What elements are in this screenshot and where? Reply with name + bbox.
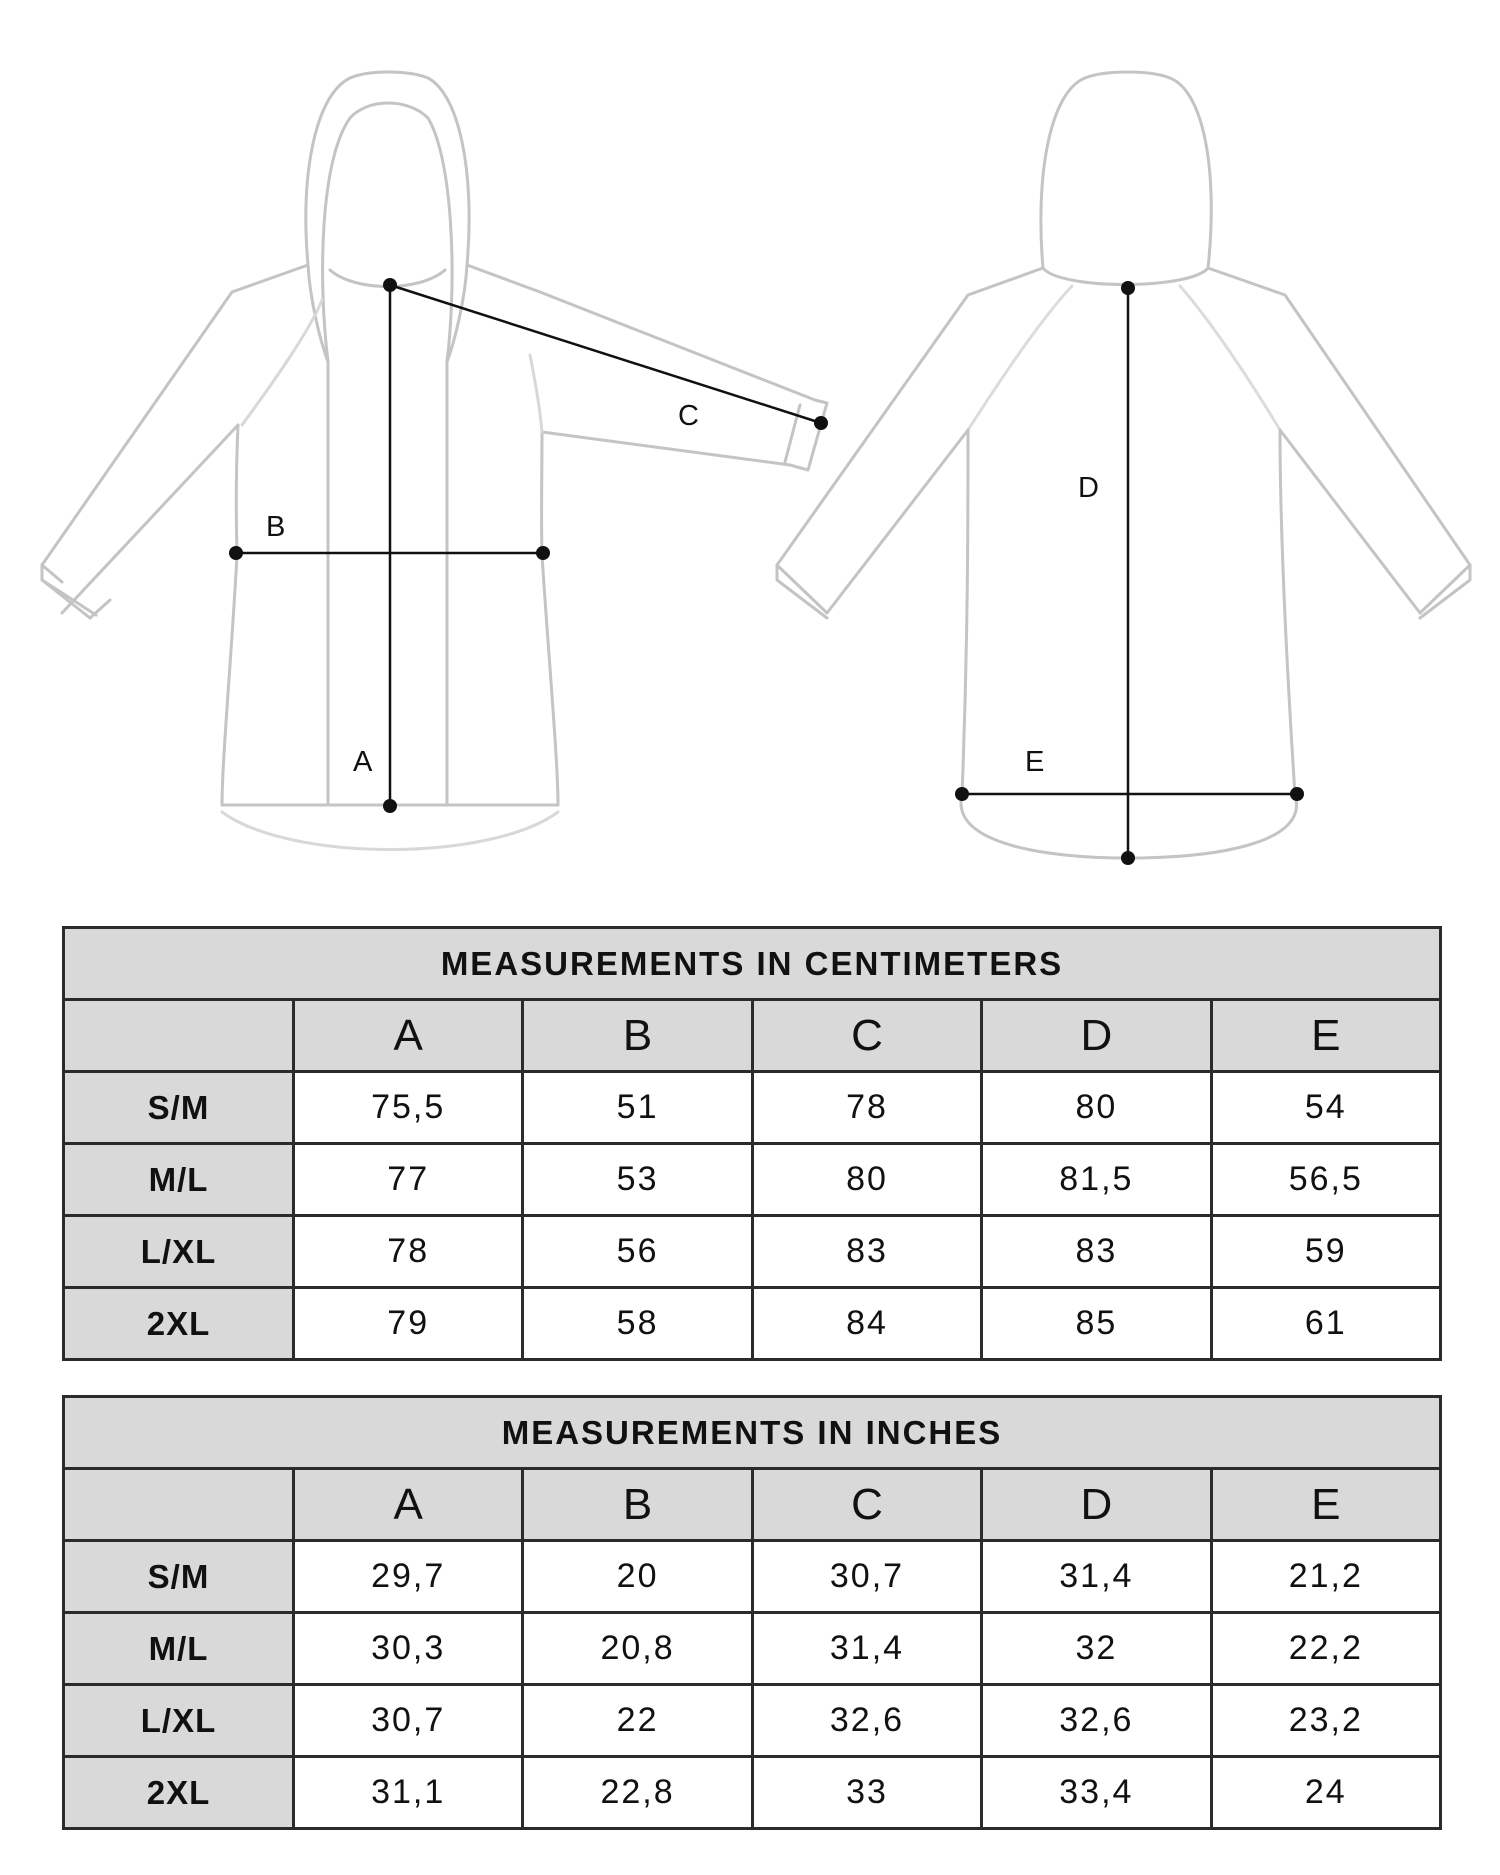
value-cell: 59 (1211, 1216, 1440, 1288)
table-row (64, 1288, 1441, 1360)
size-label: 2XL (64, 1757, 294, 1829)
value-cell: 30,7 (294, 1685, 523, 1757)
value-cell: 77 (294, 1144, 523, 1216)
inches-table (62, 1395, 1442, 1830)
header-corner-cell (64, 1000, 294, 1072)
table-row (64, 1685, 1441, 1757)
table-row (64, 1613, 1441, 1685)
column-header: B (523, 1469, 752, 1541)
value-cell: 53 (523, 1144, 752, 1216)
column-header: E (1211, 1469, 1440, 1541)
table-title-row (64, 1397, 1441, 1469)
front-garment-outline (42, 72, 827, 850)
table-row (64, 1757, 1441, 1829)
table-row (64, 1144, 1441, 1216)
column-header: C (752, 1000, 981, 1072)
value-cell: 79 (294, 1288, 523, 1360)
measure-b-end-dot (536, 546, 550, 560)
table-title: MEASUREMENTS IN CENTIMETERS (64, 928, 1441, 1000)
measure-b-start-dot (229, 546, 243, 560)
header-corner-cell (64, 1469, 294, 1541)
value-cell: 51 (523, 1072, 752, 1144)
back-garment-outline (777, 72, 1470, 858)
measure-c-line (390, 285, 821, 423)
table-title-row (64, 928, 1441, 1000)
size-label: M/L (64, 1613, 294, 1685)
column-header-row (64, 1000, 1441, 1072)
value-cell: 84 (752, 1288, 981, 1360)
measure-d-start-dot (1121, 281, 1135, 295)
value-cell: 31,4 (982, 1541, 1211, 1613)
value-cell: 80 (982, 1072, 1211, 1144)
measure-d-label: D (1078, 472, 1099, 504)
measure-e-start-dot (955, 787, 969, 801)
measure-d (1078, 281, 1135, 865)
measure-e (955, 746, 1304, 801)
column-header: A (294, 1469, 523, 1541)
measure-d-end-dot (1121, 851, 1135, 865)
value-cell: 75,5 (294, 1072, 523, 1144)
size-label: L/XL (64, 1685, 294, 1757)
measure-e-label: E (1025, 746, 1045, 778)
size-label: S/M (64, 1072, 294, 1144)
table-title: MEASUREMENTS IN INCHES (64, 1397, 1441, 1469)
value-cell: 81,5 (982, 1144, 1211, 1216)
value-cell: 22 (523, 1685, 752, 1757)
column-header: B (523, 1000, 752, 1072)
value-cell: 83 (982, 1216, 1211, 1288)
value-cell: 33 (752, 1757, 981, 1829)
value-cell: 22,8 (523, 1757, 752, 1829)
value-cell: 30,3 (294, 1613, 523, 1685)
column-header: E (1211, 1000, 1440, 1072)
value-cell: 20 (523, 1541, 752, 1613)
table-row (64, 1541, 1441, 1613)
measure-a (353, 278, 397, 813)
value-cell: 24 (1211, 1757, 1440, 1829)
measure-c-label: C (678, 400, 699, 432)
value-cell: 20,8 (523, 1613, 752, 1685)
value-cell: 23,2 (1211, 1685, 1440, 1757)
size-label: L/XL (64, 1216, 294, 1288)
size-label: 2XL (64, 1288, 294, 1360)
measure-a-label: A (353, 746, 373, 778)
value-cell: 29,7 (294, 1541, 523, 1613)
value-cell: 56 (523, 1216, 752, 1288)
column-header: D (982, 1469, 1211, 1541)
value-cell: 33,4 (982, 1757, 1211, 1829)
value-cell: 85 (982, 1288, 1211, 1360)
value-cell: 30,7 (752, 1541, 981, 1613)
value-cell: 32 (982, 1613, 1211, 1685)
measure-c-end-dot (814, 416, 828, 430)
value-cell: 83 (752, 1216, 981, 1288)
column-header: C (752, 1469, 981, 1541)
value-cell: 61 (1211, 1288, 1440, 1360)
centimeters-table (62, 926, 1442, 1361)
column-header: D (982, 1000, 1211, 1072)
column-header-row (64, 1469, 1441, 1541)
value-cell: 21,2 (1211, 1541, 1440, 1613)
measure-a-end-dot (383, 799, 397, 813)
value-cell: 58 (523, 1288, 752, 1360)
value-cell: 56,5 (1211, 1144, 1440, 1216)
value-cell: 54 (1211, 1072, 1440, 1144)
value-cell: 31,4 (752, 1613, 981, 1685)
value-cell: 31,1 (294, 1757, 523, 1829)
measure-b-label: B (266, 511, 286, 543)
size-label: M/L (64, 1144, 294, 1216)
value-cell: 78 (752, 1072, 981, 1144)
value-cell: 22,2 (1211, 1613, 1440, 1685)
garment-diagram (0, 0, 1500, 880)
measure-c (390, 285, 828, 432)
value-cell: 80 (752, 1144, 981, 1216)
table-row (64, 1216, 1441, 1288)
measure-e-end-dot (1290, 787, 1304, 801)
table-row (64, 1072, 1441, 1144)
value-cell: 32,6 (982, 1685, 1211, 1757)
column-header: A (294, 1000, 523, 1072)
value-cell: 32,6 (752, 1685, 981, 1757)
size-label: S/M (64, 1541, 294, 1613)
value-cell: 78 (294, 1216, 523, 1288)
